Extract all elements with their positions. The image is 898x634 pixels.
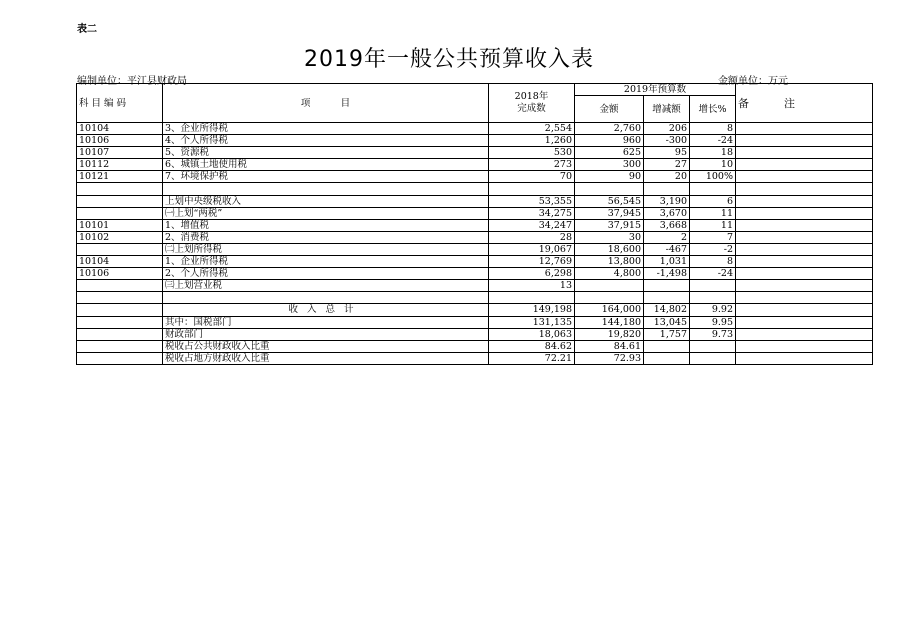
- col-header-code: 科 目 编 码: [77, 84, 163, 123]
- row-2018-completed: 53,355: [489, 195, 575, 207]
- row-2018-completed: 12,769: [489, 256, 575, 268]
- row-2019-amount: 72.93: [575, 352, 644, 364]
- row-change: 2: [644, 231, 690, 243]
- amount-unit: 金额单位：万元: [718, 76, 788, 87]
- row-growth: 8: [690, 123, 736, 135]
- row-change: 3,668: [644, 219, 690, 231]
- row-item: 上划中央级税收入: [163, 195, 489, 207]
- row-item: 其中：国税部门: [163, 316, 489, 328]
- row-code: 10107: [77, 147, 163, 159]
- row-change: 95: [644, 147, 690, 159]
- row-change: 3,670: [644, 207, 690, 219]
- row-code: [77, 316, 163, 328]
- row-growth: [690, 292, 736, 304]
- row-code: [77, 304, 163, 316]
- row-growth: 9.73: [690, 328, 736, 340]
- row-item: 1、企业所得税: [163, 256, 489, 268]
- row-change: [644, 352, 690, 364]
- row-code: 10121: [77, 171, 163, 183]
- row-item: 2、消费税: [163, 231, 489, 243]
- row-change: 20: [644, 171, 690, 183]
- row-2019-amount: 37,945: [575, 207, 644, 219]
- row-item: 7、环境保护税: [163, 171, 489, 183]
- row-2018-completed: 84.62: [489, 340, 575, 352]
- row-item: ㈠上划“两税”: [163, 207, 489, 219]
- row-2018-completed: 34,275: [489, 207, 575, 219]
- row-item: 3、企业所得税: [163, 123, 489, 135]
- table-body: [77, 123, 873, 365]
- row-code: 10112: [77, 159, 163, 171]
- row-2019-amount: 4,800: [575, 268, 644, 280]
- row-code: [77, 207, 163, 219]
- row-2019-amount: [575, 183, 644, 195]
- row-code: [77, 195, 163, 207]
- row-code: 10104: [77, 123, 163, 135]
- row-2018-completed: 70: [489, 171, 575, 183]
- row-2018-completed: [489, 183, 575, 195]
- row-change: -467: [644, 243, 690, 255]
- row-change: [644, 340, 690, 352]
- row-change: -300: [644, 135, 690, 147]
- col-header-change: 增减额: [644, 96, 690, 123]
- row-growth: 7: [690, 231, 736, 243]
- row-2019-amount: 2,760: [575, 123, 644, 135]
- row-change: [644, 183, 690, 195]
- row-note: [736, 195, 873, 207]
- row-item: [163, 292, 489, 304]
- row-2018-completed: 19,067: [489, 243, 575, 255]
- row-2018-completed: 13: [489, 280, 575, 292]
- row-code: [77, 243, 163, 255]
- table-row: [77, 207, 873, 219]
- row-change: 3,190: [644, 195, 690, 207]
- row-2018-completed: 530: [489, 147, 575, 159]
- table-row: [77, 328, 873, 340]
- row-note: [736, 352, 873, 364]
- table-row: [77, 219, 873, 231]
- row-code: 10101: [77, 219, 163, 231]
- table-row: [77, 195, 873, 207]
- row-growth: 18: [690, 147, 736, 159]
- row-item: 5、资源税: [163, 147, 489, 159]
- row-note: [736, 147, 873, 159]
- table-row: [77, 171, 873, 183]
- table-row: [77, 268, 873, 280]
- row-2018-completed: 18,063: [489, 328, 575, 340]
- table-row: [77, 183, 873, 195]
- row-note: [736, 243, 873, 255]
- table-row: [77, 135, 873, 147]
- table-row: [77, 256, 873, 268]
- row-note: [736, 231, 873, 243]
- table-tag: 表二: [77, 24, 97, 35]
- row-item: 4、个人所得税: [163, 135, 489, 147]
- row-growth: 8: [690, 256, 736, 268]
- col-header-growth: 增长%: [690, 96, 736, 123]
- col-header-note: 备 注: [736, 84, 873, 123]
- row-growth: [690, 183, 736, 195]
- row-change: [644, 280, 690, 292]
- row-code: 10106: [77, 135, 163, 147]
- col-header-2018: 2018年 完成数: [489, 84, 575, 123]
- row-2019-amount: 30: [575, 231, 644, 243]
- row-2019-amount: 13,800: [575, 256, 644, 268]
- row-note: [736, 207, 873, 219]
- row-item: ㈢上划营业税: [163, 280, 489, 292]
- row-2019-amount: 90: [575, 171, 644, 183]
- row-change: 206: [644, 123, 690, 135]
- col-header-item: 项 目: [163, 84, 489, 123]
- row-item: 6、城镇土地使用税: [163, 159, 489, 171]
- row-2018-completed: [489, 292, 575, 304]
- col-header-amount: 金额: [575, 96, 644, 123]
- row-note: [736, 280, 873, 292]
- row-code: 10102: [77, 231, 163, 243]
- row-code: 10106: [77, 268, 163, 280]
- table-row: [77, 147, 873, 159]
- row-2019-amount: [575, 280, 644, 292]
- row-change: 27: [644, 159, 690, 171]
- row-item: 收入总计: [163, 304, 489, 316]
- row-2018-completed: 149,198: [489, 304, 575, 316]
- table-row: [77, 316, 873, 328]
- row-growth: -24: [690, 135, 736, 147]
- row-2019-amount: 960: [575, 135, 644, 147]
- row-item: 2、个人所得税: [163, 268, 489, 280]
- table-row: [77, 352, 873, 364]
- table-row: [77, 159, 873, 171]
- row-2019-amount: 56,545: [575, 195, 644, 207]
- row-growth: 9.92: [690, 304, 736, 316]
- row-growth: [690, 280, 736, 292]
- row-note: [736, 135, 873, 147]
- page-title: 2019年一般公共预算收入表: [304, 47, 594, 72]
- row-item: 税收占地方财政收入比重: [163, 352, 489, 364]
- row-note: [736, 183, 873, 195]
- table-row: [77, 292, 873, 304]
- row-growth: -24: [690, 268, 736, 280]
- row-growth: 11: [690, 207, 736, 219]
- row-growth: 11: [690, 219, 736, 231]
- row-note: [736, 328, 873, 340]
- row-2019-amount: [575, 292, 644, 304]
- row-growth: [690, 340, 736, 352]
- row-code: [77, 292, 163, 304]
- compiling-unit: 编制单位：平江县财政局: [77, 76, 187, 87]
- row-2018-completed: 72.21: [489, 352, 575, 364]
- row-note: [736, 340, 873, 352]
- table-row: [77, 280, 873, 292]
- row-change: 14,802: [644, 304, 690, 316]
- row-2018-completed: 28: [489, 231, 575, 243]
- row-growth: -2: [690, 243, 736, 255]
- row-2019-amount: 300: [575, 159, 644, 171]
- table-row: [77, 231, 873, 243]
- row-note: [736, 316, 873, 328]
- row-item: ㈡上划所得税: [163, 243, 489, 255]
- row-2019-amount: 625: [575, 147, 644, 159]
- table-row: [77, 123, 873, 135]
- row-2019-amount: 18,600: [575, 243, 644, 255]
- row-code: [77, 328, 163, 340]
- row-note: [736, 171, 873, 183]
- row-change: 1,757: [644, 328, 690, 340]
- row-growth: 6: [690, 195, 736, 207]
- row-growth: 9.95: [690, 316, 736, 328]
- row-2019-amount: 19,820: [575, 328, 644, 340]
- row-note: [736, 219, 873, 231]
- row-note: [736, 256, 873, 268]
- row-2019-amount: 37,915: [575, 219, 644, 231]
- row-code: [77, 280, 163, 292]
- row-note: [736, 123, 873, 135]
- row-2019-amount: 84.61: [575, 340, 644, 352]
- row-change: [644, 292, 690, 304]
- row-growth: 100%: [690, 171, 736, 183]
- row-2019-amount: 164,000: [575, 304, 644, 316]
- budget-revenue-table: [76, 83, 873, 365]
- row-code: [77, 352, 163, 364]
- table-row: [77, 340, 873, 352]
- col-header-2019-budget: 2019年预算数: [575, 84, 736, 96]
- row-2018-completed: 6,298: [489, 268, 575, 280]
- table-row: [77, 243, 873, 255]
- row-growth: [690, 352, 736, 364]
- row-code: [77, 183, 163, 195]
- row-item: 财政部门: [163, 328, 489, 340]
- row-2018-completed: 34,247: [489, 219, 575, 231]
- row-code: 10104: [77, 256, 163, 268]
- row-change: 1,031: [644, 256, 690, 268]
- row-note: [736, 159, 873, 171]
- row-change: 13,045: [644, 316, 690, 328]
- row-code: [77, 340, 163, 352]
- row-2018-completed: 273: [489, 159, 575, 171]
- table-row: [77, 304, 873, 316]
- row-note: [736, 304, 873, 316]
- row-change: -1,498: [644, 268, 690, 280]
- row-2018-completed: 2,554: [489, 123, 575, 135]
- row-item: [163, 183, 489, 195]
- row-growth: 10: [690, 159, 736, 171]
- row-2018-completed: 1,260: [489, 135, 575, 147]
- row-item: 1、增值税: [163, 219, 489, 231]
- header-row-1: [77, 84, 873, 96]
- row-item: 税收占公共财政收入比重: [163, 340, 489, 352]
- row-2018-completed: 131,135: [489, 316, 575, 328]
- row-note: [736, 268, 873, 280]
- row-2019-amount: 144,180: [575, 316, 644, 328]
- row-note: [736, 292, 873, 304]
